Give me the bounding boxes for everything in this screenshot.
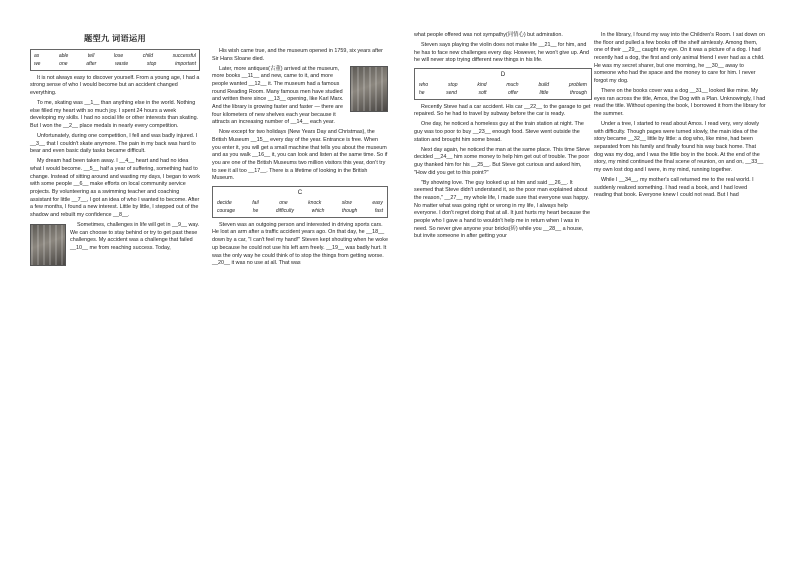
column-2 bbox=[212, 0, 388, 270]
word: waste bbox=[115, 60, 129, 67]
options-row bbox=[217, 207, 383, 215]
option-word: send bbox=[446, 89, 457, 96]
option-word: decide bbox=[217, 199, 232, 206]
word-bank-row bbox=[34, 52, 196, 60]
museum-photo bbox=[350, 66, 388, 112]
word: successful bbox=[172, 52, 196, 59]
word: we bbox=[34, 60, 41, 67]
paragraph: Steven says playing the violin does not make life __21__ for him, and he has to face new challenges every day. However, he won't give up. And he will never stop trying different new things in his life. bbox=[414, 41, 590, 64]
option-word: who bbox=[419, 81, 429, 88]
paragraph: Under a tree, I started to read about Amos. I read very, very slowly with difficulty. Though pages were turned slowly, the main idea of the story became __32__ little by little: a dog who, like mine, had been separated from his family and finally found his way back home. That dog was my dog, and I was the little boy in the book. At the end of the story, my mind continued the final scene of reunion, on and on, __33__ my own lost dog and I were, in my mind, running together. bbox=[594, 120, 764, 174]
option-word: he bbox=[252, 207, 259, 214]
paragraph: His wish came true, and the museum opened in 1759, six years after Sir Hans Sloane died. bbox=[212, 48, 383, 62]
option-word: which bbox=[311, 207, 325, 214]
paragraph: To me, skating was __1__ than anything else in the world. Nothing else filled my heart with so much joy. I spent 24 hours a week developing my skills. I had no social life or other interests than skating. But I won the __2__ place medals in nearly every competition. bbox=[30, 99, 199, 129]
option-word: one bbox=[279, 199, 288, 206]
paragraph: Next day again, he noticed the man at the same place. This time Steve decided __24__ him some money to help him get out of trouble. The poor guy thanked him for his __25__. But Steve got curious and asked him, "How did you get to this point?" bbox=[414, 146, 590, 176]
option-word: knock bbox=[308, 199, 322, 206]
paragraph: Later, more antiques(古董) arrived at the museum, more books __11__ and new, came to it, and more people wanted __12__ it. The museum had a famous round Reading Room. Many famous men have studied and written there since __13__ opening, like Karl Marx. And the library is growing faster and faster — there are four kilometers of new shelves each year because it attracts an increasing number of __14__ each year. bbox=[212, 65, 344, 126]
word: as bbox=[34, 52, 40, 59]
library-photo-small bbox=[30, 224, 66, 266]
option-word: he bbox=[419, 89, 425, 96]
column-1 bbox=[30, 0, 200, 268]
options-row bbox=[419, 81, 587, 89]
word: tell bbox=[87, 52, 95, 59]
paragraph: Sometimes, challenges in life will get in __9__ way. We can choose to stay behind or try to get past these challenges. My accident was a challenge that failed __10__ me from reaching success. Today, bbox=[70, 221, 200, 251]
paragraph: In the library, I found my way into the Children's Room. I sat down on the floor and pulled a few books off the shelf aimlessly. Among them, one of their __29__ caught my eye. On it was a picture of a dog. I had recently had a dog, the first and only animal friend I ever had as a child. He was my secret sharer, but one morning, he __30__ away to someone who had the space and the money to care for him. I never forgot my dog. bbox=[594, 32, 765, 85]
paragraph: One day, he noticed a homeless guy at the train station at night. The guy was too poor to buy __23__ enough food. Steve went outside the station and brought him some bread. bbox=[414, 121, 584, 143]
option-word: little bbox=[539, 89, 549, 96]
paragraph: My dream had been taken away. I __4__ heart and had no idea what I would become. __5__ half a year of suffering, something had to change. Instead of sitting around and wasting my days, I began to work with some people __6__ make efforts on local community service projects. By volunteering as a swimming teacher and coaching assistant for little __7__, I got an idea of who I wanted to become. After a few months, I found a new interest. Little by little, I stepped out of the shadow and rebuilt my confidence __8__. bbox=[30, 158, 200, 218]
option-word: problem bbox=[568, 81, 587, 88]
option-word: stop bbox=[448, 81, 458, 88]
paragraph: It is not always easy to discover yourself. From a young age, I had a strong sense of who I would become but an accident changed everything. bbox=[30, 74, 200, 96]
paragraph: "By showing love. The guy looked up at him and said __26__. It seemed that Steve didn't understand it, so the poor man explained about the reason," __27__ my whole life, I made sure that everyone was happy. No matter what was going right or wrong in my life, I always help everyone. I don't regret doing that at all. It just hurts my heart because the people who I gave a hand to wouldn't help me in return when I was in need. So never give anyone your bricks(砖) while you __28__ a house, but invite someone in after getting your bbox=[414, 179, 591, 240]
word: after bbox=[86, 60, 97, 67]
paragraph: There on the books cover was a dog __31__ looked like mine. My eyes ran across the title, Amos, the Dog with a Plan. Unknowingly, I had read the title. Without opening the book, I borrowed it from the library for the summer. bbox=[594, 88, 766, 118]
options-row bbox=[419, 89, 587, 97]
option-word: soft bbox=[478, 89, 487, 96]
option-word: kind bbox=[477, 81, 487, 88]
word: one bbox=[59, 60, 68, 67]
paragraph: Recently Steve had a car accident. His car __22__ to the garage to get repaired. So he had to travel by subway before the car is ready. bbox=[414, 103, 591, 118]
word: important bbox=[175, 60, 196, 67]
options-box-c bbox=[212, 186, 388, 218]
paragraph: While I __34__, my mother's call returned me to the real world. I suddenly realized something. I had read a book, and I had loved reading that book. Everyone knew I could not read. But I had bbox=[594, 176, 754, 199]
options-letter: D bbox=[500, 70, 506, 78]
paragraph: Unfortunately, during one competition, I fell and was badly injured. I __3__ that I couldn't skate anymore. The pain in my back was hard to bear and even basic daily tasks became difficult. bbox=[30, 132, 198, 155]
word-bank-row bbox=[34, 60, 196, 68]
word: child bbox=[142, 52, 153, 59]
word: stop bbox=[146, 60, 157, 67]
option-word: build bbox=[538, 81, 550, 88]
paragraph: Now except for two holidays (New Years Day and Christmas), the British Museum __15__ every day of the year. Entrance is free. When you enter it, you will get a small machine that tells you about the museum and as you walk __16__ it, you can look and listen at the same time. So if you are one of the British Museums two million visitors this year, don't try to see it all too __17__. There is a lifetime of looking in the British Museum. bbox=[212, 129, 388, 182]
option-word: fail bbox=[252, 199, 259, 206]
option-word: offer bbox=[508, 89, 519, 96]
option-word: much bbox=[506, 81, 519, 88]
page-title: 题型九 词语运用 bbox=[84, 34, 146, 43]
option-word: fast bbox=[374, 207, 383, 214]
word: lose bbox=[113, 52, 124, 59]
option-word: through bbox=[569, 89, 587, 96]
options-letter: C bbox=[297, 189, 303, 197]
word: able bbox=[58, 52, 69, 59]
options-row bbox=[217, 199, 383, 207]
options-box-d bbox=[414, 68, 592, 100]
paragraph: Steven was an outgoing person and interested in driving sports cars. He lost an arm after a traffic accident years ago. On that day, he __18__ down by a car, "I can't feel my hand!" Steven kept shouting when he woke up because he could not use his left arm freely. __19__ was badly hurt. It was the only way he could think of to stop the things from getting worse. __20__ it was no use at all. That was bbox=[212, 221, 388, 267]
option-word: slow bbox=[341, 199, 352, 206]
paragraph: what people offered was not sympathy(同情心) but admiration. bbox=[414, 32, 563, 38]
option-word: easy bbox=[372, 199, 383, 206]
option-word: though bbox=[342, 207, 358, 214]
option-word: difficulty bbox=[275, 207, 294, 214]
column-3 bbox=[414, 0, 592, 243]
word-bank-a bbox=[30, 49, 200, 71]
option-word: courage bbox=[217, 207, 236, 214]
column-4 bbox=[594, 0, 766, 202]
